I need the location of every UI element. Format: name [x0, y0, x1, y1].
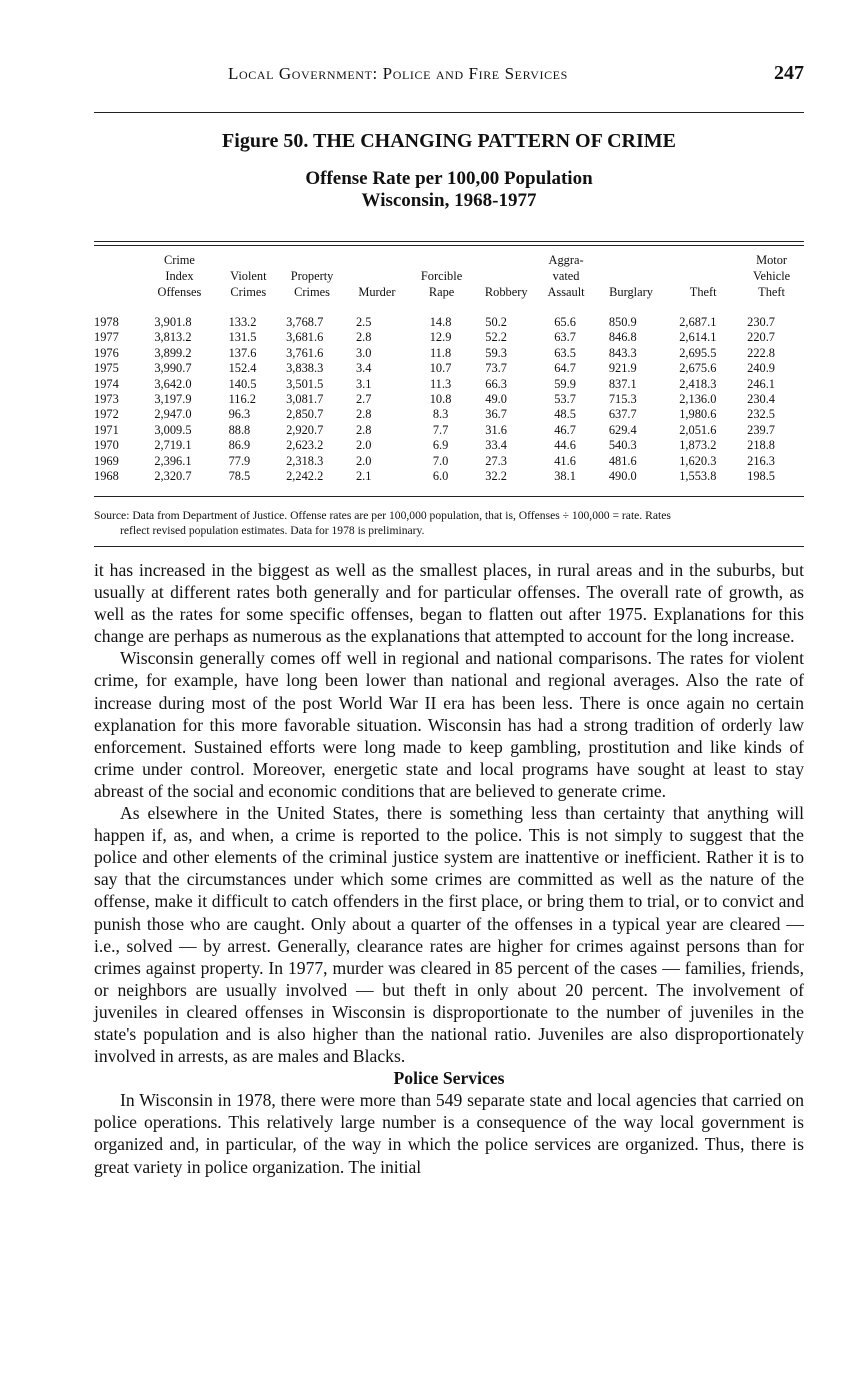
table-cell: 140.5 — [228, 376, 257, 391]
source-line-1: Source: Data from Department of Justice. Offense rates are per 100,000 population, that is, Offenses ÷ 100,000 = rate. Rates — [94, 509, 671, 522]
table-row — [94, 361, 804, 376]
table-cell: 2.0 — [355, 438, 372, 453]
table-cell: 137.6 — [228, 345, 257, 360]
table-cell: 2,920.7 — [286, 422, 324, 437]
table-cell: 3,197.9 — [154, 392, 192, 407]
table-cell: 52.2 — [485, 330, 507, 345]
col-header-year — [94, 252, 140, 306]
table-cell: 1,873.2 — [679, 438, 717, 453]
table-cell: 246.1 — [747, 376, 776, 391]
table-cell: 78.5 — [228, 469, 251, 484]
table-cell: 77.9 — [228, 453, 251, 468]
table-cell: 27.3 — [485, 453, 507, 468]
table-cell: 59.3 — [485, 345, 507, 360]
table-cell-year: 1976 — [94, 345, 119, 360]
table-cell-year: 1968 — [94, 469, 119, 484]
table-cell: 96.3 — [228, 407, 251, 422]
col-header-murder — [346, 252, 408, 306]
table-cell: 152.4 — [228, 361, 257, 376]
table-source-note — [94, 508, 806, 538]
table-cell: 63.5 — [554, 345, 576, 360]
table-cell: 481.6 — [608, 453, 637, 468]
page-header — [94, 62, 804, 92]
col-header-line: Murder — [358, 285, 396, 299]
table-row — [94, 438, 804, 453]
table-cell: 3,768.7 — [286, 315, 324, 329]
table-cell: 49.0 — [485, 392, 507, 407]
table-cell: 2.0 — [355, 453, 372, 468]
table-cell: 64.7 — [554, 361, 576, 376]
section-heading: Police Services — [393, 1068, 505, 1089]
table-cell: 2,396.1 — [154, 453, 192, 468]
table-cell: 2.8 — [355, 407, 372, 422]
table-cell: 2,695.5 — [679, 345, 717, 360]
table-cell: 1,620.3 — [679, 453, 717, 468]
table-cell: 48.5 — [554, 407, 576, 422]
page-number: 247 — [774, 62, 804, 84]
table-cell: 837.1 — [608, 376, 637, 391]
body-paragraph: As elsewhere in the United States, there is something less than certainty that anything will happen if, as, and when, a crime is reported to the police. This is not simply to suggest that the police and other elements of the criminal justice system are inattentive or inefficient. Rather it is to say that the circumstances under which some crimes are committed as well as the nature of the offense, make it difficult to catch offenders in the first place, or bring them to trial, or to convict and punish those who are caught. Only about a quarter of the offenses in a typical year are cleared — i.e., solved — by arrest. Generally, clearance rates are higher for crimes against persons than for crimes against property. In 1977, murder was cleared in 85 percent of the cases — families, friends, or neighbors are usually involved — but theft in only about 20 percent. The involvement of juveniles in cleared offenses in Wisconsin is disproportionate to the number of juveniles in the state's population and is also higher than the national ratio. Juveniles are also disproportionately involved in arrests, as are males and Blacks. — [94, 803, 804, 1067]
col-header-line: Index — [165, 269, 194, 283]
table-cell: 216.3 — [747, 453, 776, 468]
table-row — [94, 346, 804, 361]
table-cell: 11.3 — [429, 376, 452, 391]
table-row — [94, 330, 804, 345]
col-header-line: Motor — [756, 253, 788, 267]
table-cell: 2.8 — [355, 330, 372, 345]
table-cell: 2,318.3 — [286, 453, 324, 468]
col-header-line: Burglary — [609, 285, 653, 299]
table-row — [94, 407, 804, 422]
table-cell: 846.8 — [608, 330, 637, 345]
table-cell: 2,675.6 — [679, 361, 717, 376]
figure-subtitle-rate: Offense Rate per 100,00 Population — [305, 168, 593, 189]
table-cell: 921.9 — [608, 361, 637, 376]
table-cell: 2.7 — [355, 392, 372, 407]
col-header-line: Robbery — [484, 285, 528, 299]
col-header-theft — [667, 252, 739, 306]
table-cell: 12.9 — [429, 330, 452, 345]
header-rule — [94, 112, 804, 113]
table-cell: 88.8 — [228, 422, 251, 437]
col-header-line: Theft — [758, 285, 785, 299]
col-header-line: Assault — [547, 285, 585, 299]
table-cell: 2,850.7 — [286, 407, 324, 422]
table-cell: 3,009.5 — [154, 422, 192, 437]
table-cell: 232.5 — [747, 407, 776, 422]
table-cell: 540.3 — [608, 438, 637, 453]
table-cell: 2,623.2 — [286, 438, 324, 453]
col-header-crime-index — [140, 252, 218, 306]
crime-rate-table — [94, 252, 804, 484]
col-header-line: Vehicle — [752, 269, 791, 283]
col-header-line: Forcible — [420, 269, 463, 283]
table-cell: 230.4 — [747, 392, 776, 407]
source-rule — [94, 546, 804, 547]
table-cell: 46.7 — [554, 422, 576, 437]
table-cell: 2,719.1 — [154, 438, 192, 453]
table-cell: 3,813.2 — [154, 330, 192, 345]
table-cell: 850.9 — [608, 315, 637, 329]
table-header-row — [94, 252, 804, 306]
table-row — [94, 454, 804, 469]
table-cell: 2,947.0 — [154, 407, 192, 422]
table-cell: 6.9 — [432, 438, 449, 453]
table-cell: 53.7 — [554, 392, 576, 407]
source-line-2: reflect revised population estimates. Data for 1978 is preliminary. — [120, 524, 425, 537]
col-header-line: Theft — [689, 285, 717, 299]
table-cell: 198.5 — [747, 469, 776, 484]
table-cell-year: 1971 — [94, 422, 119, 437]
table-cell: 3,642.0 — [154, 376, 192, 391]
table-cell-year: 1977 — [94, 330, 119, 345]
col-header-aggravated-assault — [537, 252, 595, 306]
table-cell: 10.8 — [429, 392, 452, 407]
table-body — [94, 306, 804, 484]
table-cell: 2,320.7 — [154, 469, 192, 484]
table-cell: 637.7 — [608, 407, 637, 422]
table-cell: 3,990.7 — [154, 361, 192, 376]
table-cell: 73.7 — [485, 361, 507, 376]
col-header-motor-vehicle-theft — [739, 252, 804, 306]
table-cell: 222.8 — [747, 345, 776, 360]
col-header-line: Violent — [230, 269, 267, 283]
table-cell-year: 1973 — [94, 392, 119, 407]
table-bottom-rule — [94, 496, 804, 497]
figure-subtitle-place: Wisconsin, 1968-1977 — [361, 190, 537, 211]
table-cell: 8.3 — [432, 407, 449, 422]
table-cell: 10.7 — [429, 361, 452, 376]
table-cell: 44.6 — [554, 438, 576, 453]
table-cell: 66.3 — [485, 376, 507, 391]
col-header-line: Aggra- — [548, 253, 584, 267]
table-cell: 14.8 — [429, 315, 452, 329]
body-paragraph: it has increased in the biggest as well as the smallest places, in rural areas and in the suburbs, but usually at different rates both generally and for particular offenses. The overall rate of growth, as well as the rates for some specific offenses, began to flatten out after 1975. Explanations for this change are perhaps as numerous as the explanations that attempted to account for the long increase. — [94, 560, 804, 647]
table-cell: 3,501.5 — [286, 376, 324, 391]
table-cell-year: 1969 — [94, 453, 119, 468]
table-cell: 629.4 — [608, 422, 637, 437]
table-cell: 2,418.3 — [679, 376, 717, 391]
running-title: Local Government: Police and Fire Services — [228, 64, 568, 83]
table-cell: 240.9 — [747, 361, 776, 376]
col-header-robbery — [475, 252, 537, 306]
table-top-rule — [94, 241, 804, 246]
col-header-line: Crimes — [230, 285, 267, 299]
body-paragraph: Wisconsin generally comes off well in regional and national comparisons. The rates for violent crime, for example, have long been lower than national and regional averages. Also the rate of increase during most of the post World War II era has been less. There is once again no certain explanation for this more favorable situation. Wisconsin has had a strong tradition of orderly law enforcement. Sustained efforts were long made to keep gambling, prostitution and like kinds of crime under control. Moreover, energetic state and local programs have sought at least to stay abreast of the social and economic conditions that are believed to generate crime. — [94, 648, 804, 801]
table-cell-year: 1978 — [94, 315, 119, 329]
table-cell: 715.3 — [608, 392, 637, 407]
table-cell: 3,761.6 — [286, 345, 324, 360]
body-paragraph: In Wisconsin in 1978, there were more than 549 separate state and local agencies that carried on police operations. This relatively large number is a consequence of the way local government is organized and, in particular, of the way in which the police services are organized. Thus, there is great variety in police organization. The initial — [94, 1090, 804, 1177]
table-cell: 230.7 — [747, 315, 776, 329]
table-cell: 220.7 — [747, 330, 776, 345]
table-cell: 2.1 — [355, 469, 372, 484]
table-cell: 3.4 — [355, 361, 372, 376]
table-cell: 2,242.2 — [286, 469, 324, 484]
table-cell: 41.6 — [554, 453, 576, 468]
table-row — [94, 423, 804, 438]
table-cell: 63.7 — [554, 330, 576, 345]
table-cell: 131.5 — [228, 330, 257, 345]
table-row — [94, 377, 804, 392]
col-header-line: Rape — [428, 285, 455, 299]
table-cell: 6.0 — [432, 469, 449, 484]
table-cell: 218.8 — [747, 438, 776, 453]
table-row — [94, 392, 804, 407]
table-cell-year: 1972 — [94, 407, 119, 422]
table-cell: 116.2 — [228, 392, 256, 407]
table-cell: 33.4 — [485, 438, 507, 453]
table-cell: 3.1 — [355, 376, 372, 391]
col-header-forcible-rape — [408, 252, 475, 306]
table-cell: 31.6 — [485, 422, 507, 437]
col-header-violent-crimes — [219, 252, 279, 306]
table-cell: 65.6 — [554, 315, 576, 329]
figure-title: Figure 50. THE CHANGING PATTERN OF CRIME — [222, 130, 676, 152]
table-cell: 843.3 — [608, 345, 637, 360]
table-cell: 50.2 — [485, 315, 507, 329]
table-cell: 490.0 — [608, 469, 637, 484]
table-cell: 32.2 — [485, 469, 507, 484]
col-header-property-crimes — [278, 252, 346, 306]
table-cell: 1,553.8 — [679, 469, 717, 484]
table-cell: 3,899.2 — [154, 345, 192, 360]
table-cell: 239.7 — [747, 422, 776, 437]
table-cell-year: 1970 — [94, 438, 119, 453]
table-cell: 7.7 — [432, 422, 449, 437]
table-cell: 3,901.8 — [154, 315, 192, 329]
table-cell: 3,081.7 — [286, 392, 324, 407]
col-header-line: Property — [290, 269, 334, 283]
col-header-line: vated — [552, 269, 580, 283]
col-header-line: Crimes — [294, 285, 330, 299]
table-cell: 3,681.6 — [286, 330, 324, 345]
table-cell: 7.0 — [432, 453, 449, 468]
table-cell-year: 1974 — [94, 376, 119, 391]
table-cell: 2,687.1 — [679, 315, 717, 329]
table-cell: 3.0 — [355, 345, 372, 360]
body-text — [94, 559, 804, 1178]
table-cell: 2,051.6 — [679, 422, 717, 437]
table-cell: 86.9 — [228, 438, 251, 453]
table-cell: 133.2 — [228, 315, 257, 329]
table-cell: 3,838.3 — [286, 361, 324, 376]
table-cell: 2,136.0 — [679, 392, 717, 407]
table-cell: 2.8 — [355, 422, 372, 437]
table-cell: 2.5 — [355, 315, 372, 329]
table-row — [94, 306, 804, 330]
table-row — [94, 469, 804, 484]
table-cell: 2,614.1 — [679, 330, 717, 345]
table-cell: 59.9 — [554, 376, 576, 391]
col-header-burglary — [595, 252, 667, 306]
col-header-line: Crime — [163, 253, 195, 267]
col-header-line: Offenses — [157, 285, 202, 299]
table-cell: 38.1 — [554, 469, 576, 484]
table-cell: 1,980.6 — [679, 407, 717, 422]
table-cell-year: 1975 — [94, 361, 119, 376]
table-cell: 11.8 — [429, 345, 452, 360]
table-cell: 36.7 — [485, 407, 507, 422]
